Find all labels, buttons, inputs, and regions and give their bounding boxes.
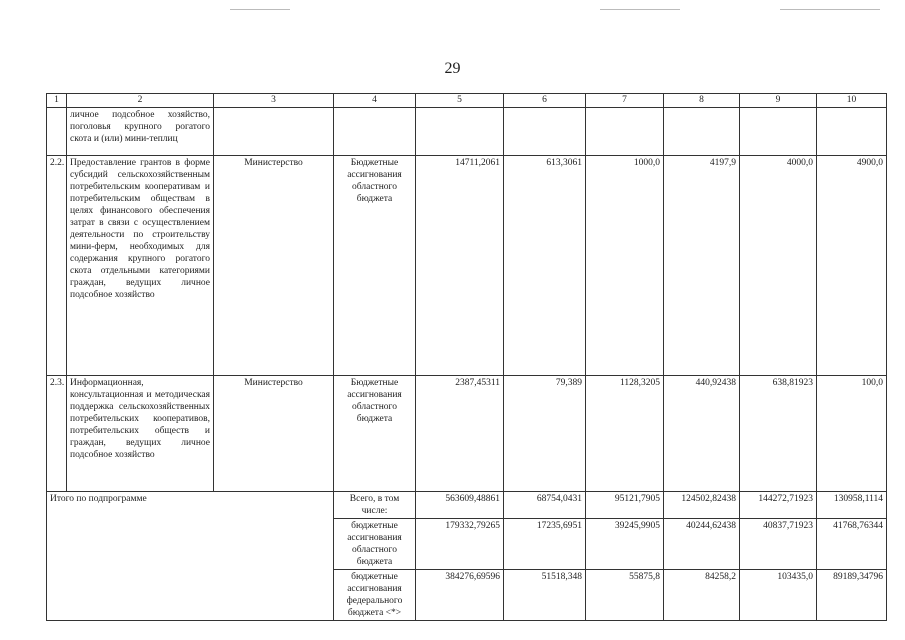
scan-noise-line: [780, 9, 880, 10]
value-cell: 638,81923: [740, 376, 817, 492]
value-cell: 4000,0: [740, 156, 817, 376]
scan-noise-line: [600, 9, 680, 10]
value-cell: 384276,69596: [416, 570, 504, 621]
value-cell: 41768,76344: [817, 519, 887, 570]
value-cell: 613,3061: [504, 156, 586, 376]
value-cell: 55875,8: [586, 570, 664, 621]
row-number-cell: 2.2.: [47, 156, 67, 376]
value-cell: 130958,1114: [817, 492, 887, 519]
header-cell: 2: [67, 94, 214, 108]
value-cell: 84258,2: [664, 570, 740, 621]
value-cell: 40244,62438: [664, 519, 740, 570]
value-cell: [504, 108, 586, 156]
source-cell: бюджетные ассигнования федерального бюджета <*>: [334, 570, 416, 621]
page-number: 29: [444, 60, 461, 77]
description-cell: Информационная, консультационная и методическая поддержка сельскохозяйственных потребительских кооперативов, потребительских обществ и граждан, ведущих личное подсобное хозяйство: [67, 376, 214, 492]
value-cell: 17235,6951: [504, 519, 586, 570]
description-cell: личное подсобное хозяйство, поголовья крупного рогатого скота и (или) мини-теплиц: [67, 108, 214, 156]
executor-cell: Министерство: [214, 376, 334, 492]
value-cell: 1128,3205: [586, 376, 664, 492]
value-cell: 68754,0431: [504, 492, 586, 519]
value-cell: 563609,48861: [416, 492, 504, 519]
value-cell: 95121,7905: [586, 492, 664, 519]
table-row: [47, 376, 887, 492]
value-cell: 100,0: [817, 376, 887, 492]
value-cell: 89189,34796: [817, 570, 887, 621]
value-cell: 1000,0: [586, 156, 664, 376]
value-cell: 124502,82438: [664, 492, 740, 519]
description-cell: Предоставление грантов в форме субсидий сельскохозяйственным потребительским кооперативам и потребительским обществам в целях финансового обеспечения затрат в связи с осуществлением деятельности по строительству мини-ферм, необходимых для содержания крупного рогатого скота отдельными категориями граждан, ведущих личное подсобное хозяйство: [67, 156, 214, 376]
executor-cell: Министерство: [214, 156, 334, 376]
value-cell: 179332,79265: [416, 519, 504, 570]
totals-label: Итого по подпрограмме: [47, 492, 334, 621]
value-cell: 144272,71923: [740, 492, 817, 519]
value-cell: 2387,45311: [416, 376, 504, 492]
source-cell: Бюджетные ассигнования областного бюджета: [334, 156, 416, 376]
scan-noise-line: [230, 9, 290, 10]
executor-cell: [214, 108, 334, 156]
value-cell: 51518,348: [504, 570, 586, 621]
source-cell: Всего, в том числе:: [334, 492, 416, 519]
source-cell: Бюджетные ассигнования областного бюджета: [334, 376, 416, 492]
value-cell: 440,92438: [664, 376, 740, 492]
value-cell: 14711,2061: [416, 156, 504, 376]
row-number-cell: 2.3.: [47, 376, 67, 492]
budget-table: [46, 93, 887, 621]
header-cell: 3: [214, 94, 334, 108]
value-cell: 39245,9905: [586, 519, 664, 570]
continuation-row: [47, 108, 887, 156]
source-cell: [334, 108, 416, 156]
value-cell: 4197,9: [664, 156, 740, 376]
value-cell: [664, 108, 740, 156]
value-cell: [416, 108, 504, 156]
header-cell: 1: [47, 94, 67, 108]
value-cell: [817, 108, 887, 156]
value-cell: [740, 108, 817, 156]
source-cell: бюджетные ассигнования областного бюджета: [334, 519, 416, 570]
value-cell: 103435,0: [740, 570, 817, 621]
row-number-cell: [47, 108, 67, 156]
value-cell: [586, 108, 664, 156]
header-cell: 5: [416, 94, 504, 108]
header-cell: 10: [817, 94, 887, 108]
header-row: [47, 94, 887, 108]
header-cell: 6: [504, 94, 586, 108]
table-row: [47, 156, 887, 376]
totals-row: [47, 492, 887, 519]
header-cell: 8: [664, 94, 740, 108]
value-cell: 79,389: [504, 376, 586, 492]
header-cell: 7: [586, 94, 664, 108]
header-cell: 4: [334, 94, 416, 108]
value-cell: 40837,71923: [740, 519, 817, 570]
value-cell: 4900,0: [817, 156, 887, 376]
header-cell: 9: [740, 94, 817, 108]
